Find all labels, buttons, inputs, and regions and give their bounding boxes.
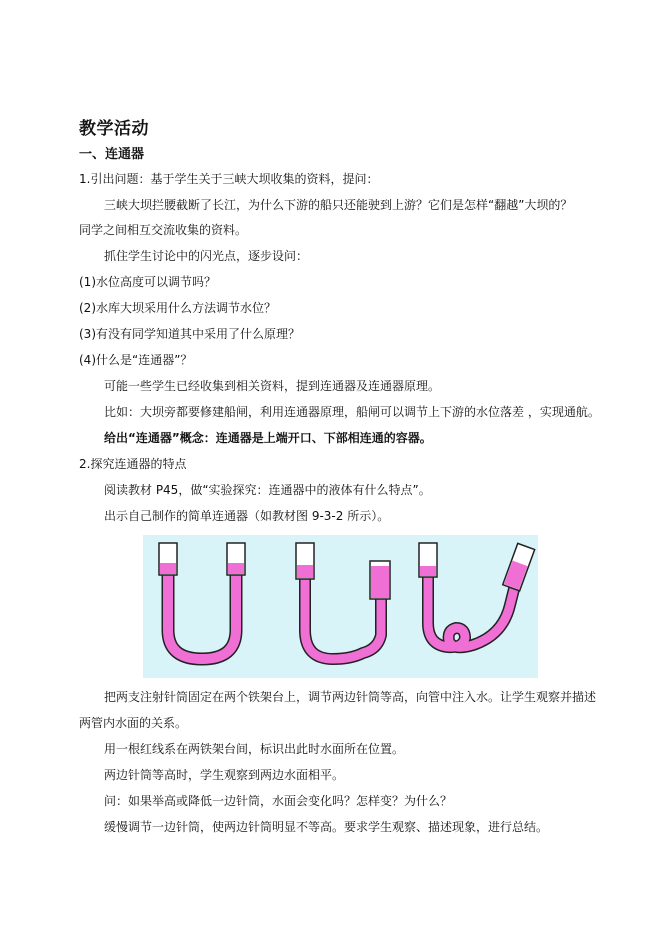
definition-line: 给出“连通器”概念：连通器是上端开口、下部相连通的容器。: [104, 431, 432, 445]
section-heading: 一、连通器: [79, 147, 145, 162]
question-item: (1)水位高度可以调节吗？: [79, 275, 216, 289]
page-title: 教学活动: [79, 119, 149, 139]
water-level: [160, 563, 176, 574]
paragraph-line: 比如：大坝旁都要修建船闸，利用连通器原理，船闸可以调节上下游的水位落差 ，实现通航。: [104, 405, 600, 419]
paragraph-line: 出示自己制作的简单连通器（如教材图 9-3-2 所示）。: [104, 509, 390, 523]
subsection-heading: 2.探究连通器的特点: [79, 457, 187, 471]
question-item: (2)水库大坝采用什么方法调节水位？: [79, 301, 276, 315]
paragraph-line: 两管内水面的关系。: [79, 716, 188, 730]
connected-vessels-figure: [143, 535, 538, 678]
paragraph-line: 把两支注射针筒固定在两个铁架台上，调节两边针筒等高，向管中注入水。让学生观察并描述: [104, 690, 597, 704]
paragraph-line: 用一根红线系在两铁架台间，标识出此时水面所在位置。: [104, 742, 405, 756]
paragraph-line: 阅读教材 P45，做“实验探究：连通器中的液体有什么特点”。: [104, 483, 431, 497]
question-item: (4)什么是“连通器”？: [79, 353, 193, 367]
paragraph-line: 三峡大坝拦腰截断了长江，为什么下游的船只还能驶到上游？它们是怎样“翻越”大坝的？: [104, 198, 573, 212]
question-item: (3)有没有同学知道其中采用了什么原理？: [79, 327, 300, 341]
paragraph-line: 1.引出问题：基于学生关于三峡大坝收集的资料，提问：: [79, 172, 379, 186]
water-level: [228, 563, 244, 574]
paragraph-line: 两边针筒等高时，学生观察到两边水面相平。: [104, 768, 345, 782]
water-level: [371, 566, 389, 598]
water-level: [297, 565, 313, 578]
paragraph-line: 缓慢调节一边针筒，使两边针筒明显不等高。要求学生观察、描述现象，进行总结。: [104, 820, 549, 834]
paragraph-line: 同学之间相互交流收集的资料。: [79, 223, 248, 237]
water-level: [420, 566, 436, 576]
paragraph-line: 问：如果举高或降低一边针筒，水面会变化吗？怎样变？为什么？: [104, 794, 453, 808]
paragraph-line: 抓住学生讨论中的闪光点，逐步设问：: [104, 249, 309, 263]
paragraph-line: 可能一些学生已经收集到相关资料，提到连通器及连通器原理。: [104, 379, 441, 393]
